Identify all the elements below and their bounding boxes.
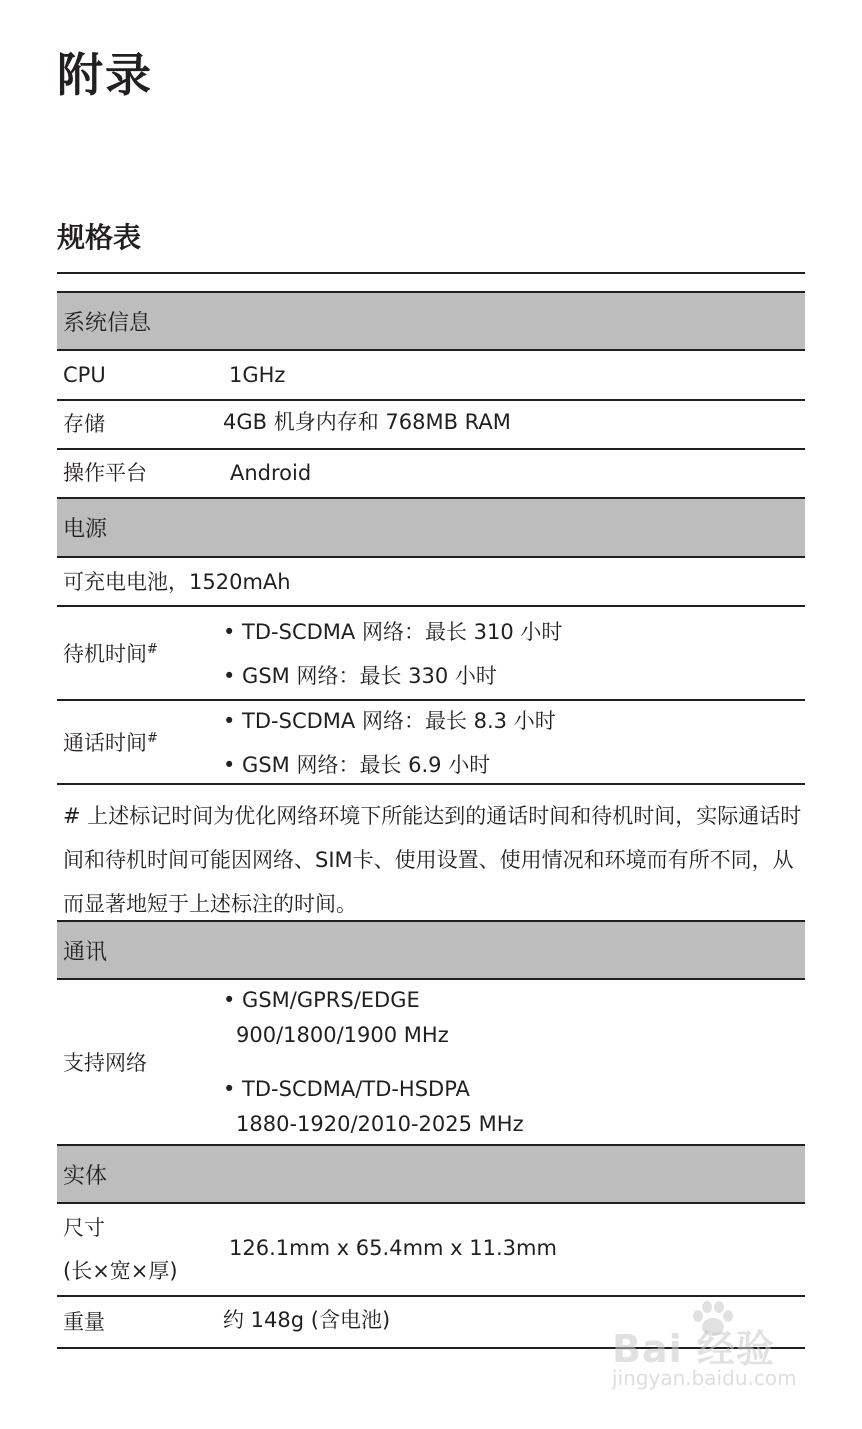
size-value: 126.1mm x 65.4mm x 11.3mm (229, 1236, 557, 1260)
platform-value: Android (230, 461, 312, 485)
page-title: 附录 (57, 48, 153, 102)
size-label: 尺寸 (63, 1216, 105, 1240)
section-label-physical: 实体 (63, 1163, 108, 1189)
footnote-text: # 上述标记时间为优化网络环境下所能达到的通话时间和待机时间，实际通话时间和待机时间可能因网络、SIM卡、使用设置、使用情况和环境而有所不同，从而显著地短于上述标注的时间。 (63, 804, 802, 916)
talk-label (63, 731, 158, 756)
section-band-physical (57, 1144, 805, 1204)
watermark (612, 1300, 812, 1396)
network-item: • GSM/GPRS/EDGE (223, 988, 420, 1012)
standby-item: • GSM 网络：最长 330 小时 (223, 664, 497, 688)
talk-label-text: 通话时间 (63, 731, 147, 755)
watermark-url: jingyan.baidu.com (612, 1366, 797, 1390)
network-band: 1880-1920/2010-2025 MHz (236, 1112, 524, 1136)
section-band-power (57, 497, 805, 558)
talk-item: • GSM 网络：最长 6.9 小时 (223, 753, 491, 777)
storage-value: 4GB 机身内存和 768MB RAM (223, 410, 511, 434)
section-label-power: 电源 (63, 517, 108, 542)
heading-rule (57, 272, 805, 274)
standby-footnote-mark: # (147, 642, 158, 657)
row-divider (57, 399, 805, 401)
standby-label-text: 待机时间 (63, 642, 147, 666)
row-divider (57, 783, 805, 785)
storage-label: 存储 (63, 412, 105, 436)
section-heading: 规格表 (57, 221, 142, 254)
standby-label (63, 642, 158, 667)
section-band-system (57, 291, 805, 351)
network-item: • TD-SCDMA/TD-HSDPA (223, 1077, 470, 1101)
watermark-logo: Bai 经验 (612, 1327, 775, 1371)
weight-value: 约 148g (含电池) (223, 1308, 391, 1332)
talk-item: • TD-SCDMA 网络：最长 8.3 小时 (223, 709, 556, 733)
network-label: 支持网络 (63, 1051, 147, 1075)
network-band: 900/1800/1900 MHz (236, 1023, 449, 1047)
standby-item: • TD-SCDMA 网络：最长 310 小时 (223, 620, 563, 644)
section-label-comms: 通讯 (63, 939, 108, 965)
row-divider (57, 448, 805, 450)
section-label-system: 系统信息 (63, 310, 152, 336)
talk-footnote-mark: # (147, 731, 158, 746)
section-band-comms (57, 920, 805, 980)
cpu-label: CPU (63, 363, 106, 387)
platform-label: 操作平台 (63, 461, 147, 485)
row-divider (57, 605, 805, 607)
row-divider (57, 699, 805, 701)
weight-label: 重量 (63, 1310, 105, 1334)
size-label-detail: (长×宽×厚) (63, 1259, 178, 1283)
row-divider (57, 1295, 805, 1297)
cpu-value: 1GHz (229, 363, 286, 387)
battery-spec: 可充电电池，1520mAh (63, 570, 291, 594)
